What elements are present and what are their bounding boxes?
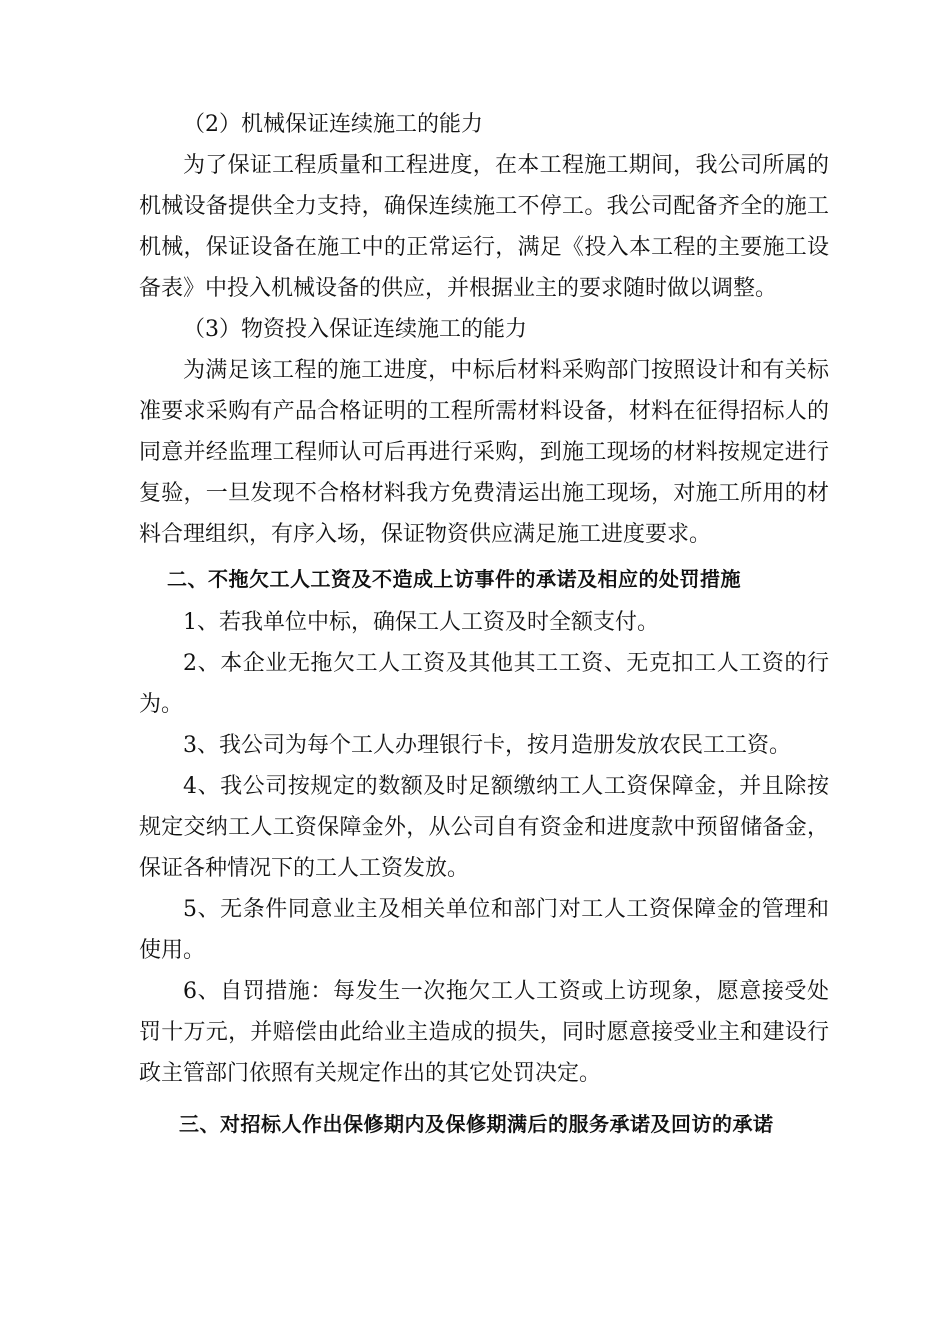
subsection-heading-2: （2）机械保证连续施工的能力	[183, 112, 483, 137]
commitment-item-6: 6、自罚措施：每发生一次拖欠工人工资或上访现象，愿意接受处罚十万元，并赔偿由此给业主造成的损失，同时愿意接受业主和建设行政主管部门依照有关规定作出的其它处罚决定。	[139, 979, 829, 1086]
document-body	[139, 104, 829, 1147]
paragraph-machinery: 为了保证工程质量和工程进度，在本工程施工期间，我公司所属的机械设备提供全力支持，确保连续施工不停工。我公司配备齐全的施工机械，保证设备在施工中的正常运行，满足《投入本工程的主要施工设备表》中投入机械设备的供应，并根据业主的要求随时做以调整。	[139, 153, 829, 301]
commitment-item-4: 4、我公司按规定的数额及时足额缴纳工人工资保障金，并且除按规定交纳工人工资保障金外，从公司自有资金和进度款中预留储备金，保证各种情况下的工人工资发放。	[139, 774, 829, 881]
commitment-item-5: 5、无条件同意业主及相关单位和部门对工人工资保障金的管理和使用。	[139, 897, 829, 963]
commitment-item-2: 2、本企业无拖欠工人工资及其他其工工资、无克扣工人工资的行为。	[139, 651, 829, 717]
commitment-item-3: 3、我公司为每个工人办理银行卡，按月造册发放农民工工资。	[183, 733, 791, 758]
paragraph-materials: 为满足该工程的施工进度，中标后材料采购部门按照设计和有关标准要求采购有产品合格证明的工程所需材料设备，材料在征得招标人的同意并经监理工程师认可后再进行采购，到施工现场的材料按规定进行复验，一旦发现不合格材料我方免费清运出施工现场，对施工所用的材料合理组织，有序入场，保证物资供应满足施工进度要求。	[139, 358, 829, 547]
commitment-item-1: 1、若我单位中标，确保工人工资及时全额支付。	[183, 610, 659, 635]
chapter-3-title: 三、对招标人作出保修期内及保修期满后的服务承诺及回访的承诺	[179, 1112, 774, 1136]
subsection-heading-3: （3）物资投入保证连续施工的能力	[183, 317, 527, 342]
chapter-2-title: 二、不拖欠工人工资及不造成上访事件的承诺及相应的处罚措施	[167, 567, 741, 591]
